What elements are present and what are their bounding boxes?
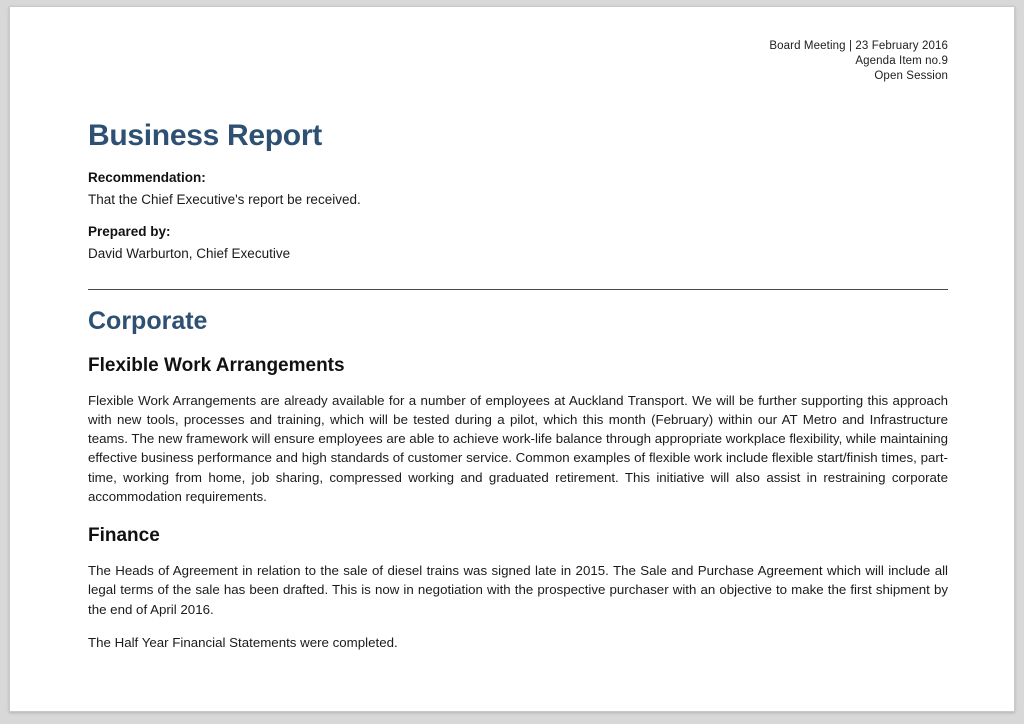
document-page xyxy=(9,6,1015,712)
page-title: Business Report xyxy=(88,118,322,152)
paragraph-finance-2: The Half Year Financial Statements were completed. xyxy=(88,634,398,650)
paragraph-flexible-work: Flexible Work Arrangements are already available for a number of employees at Auckland Transport. We will be further supporting this approach with new tools, processes and training, which will be tested during a pilot, which this month (February) within our AT Metro and Infrastructure teams. The new framework will ensure employees are able to achieve work-life balance through appropriate workplace flexibility, while maintaining effective business performance and high standards of customer service. Common examples of flexible work include flexible start/finish times, part-time, working from home, job sharing, compressed working and graduated retirement. This initiative will also assist in restraining corporate accommodation requirements. xyxy=(88,392,948,504)
recommendation-value: That the Chief Executive's report be received. xyxy=(88,191,361,207)
meta-line-agenda-item: Agenda Item no.9 xyxy=(855,55,948,68)
prepared-by-label: Prepared by: xyxy=(88,223,171,239)
meta-line-board-meeting: Board Meeting | 23 February 2016 xyxy=(769,40,948,52)
paragraph-finance-1: The Heads of Agreement in relation to the sale of diesel trains was signed late in 2015. The Sale and Purchase Agreement which will include all legal terms of the sale has been drafted. This is now in negotiation with the prospective purchaser with an objective to make the first shipment by the end of April 2016. xyxy=(88,563,948,617)
prepared-by-value: David Warburton, Chief Executive xyxy=(88,245,291,261)
recommendation-label: Recommendation: xyxy=(88,169,206,185)
document-content xyxy=(88,39,948,652)
subsection-heading-flexible-work-arrangements: Flexible Work Arrangements xyxy=(88,354,345,376)
subsection-heading-finance: Finance xyxy=(88,525,160,547)
document-meta xyxy=(88,39,948,85)
section-divider xyxy=(88,289,948,290)
meta-line-session: Open Session xyxy=(874,70,948,83)
section-heading-corporate: Corporate xyxy=(88,306,208,335)
